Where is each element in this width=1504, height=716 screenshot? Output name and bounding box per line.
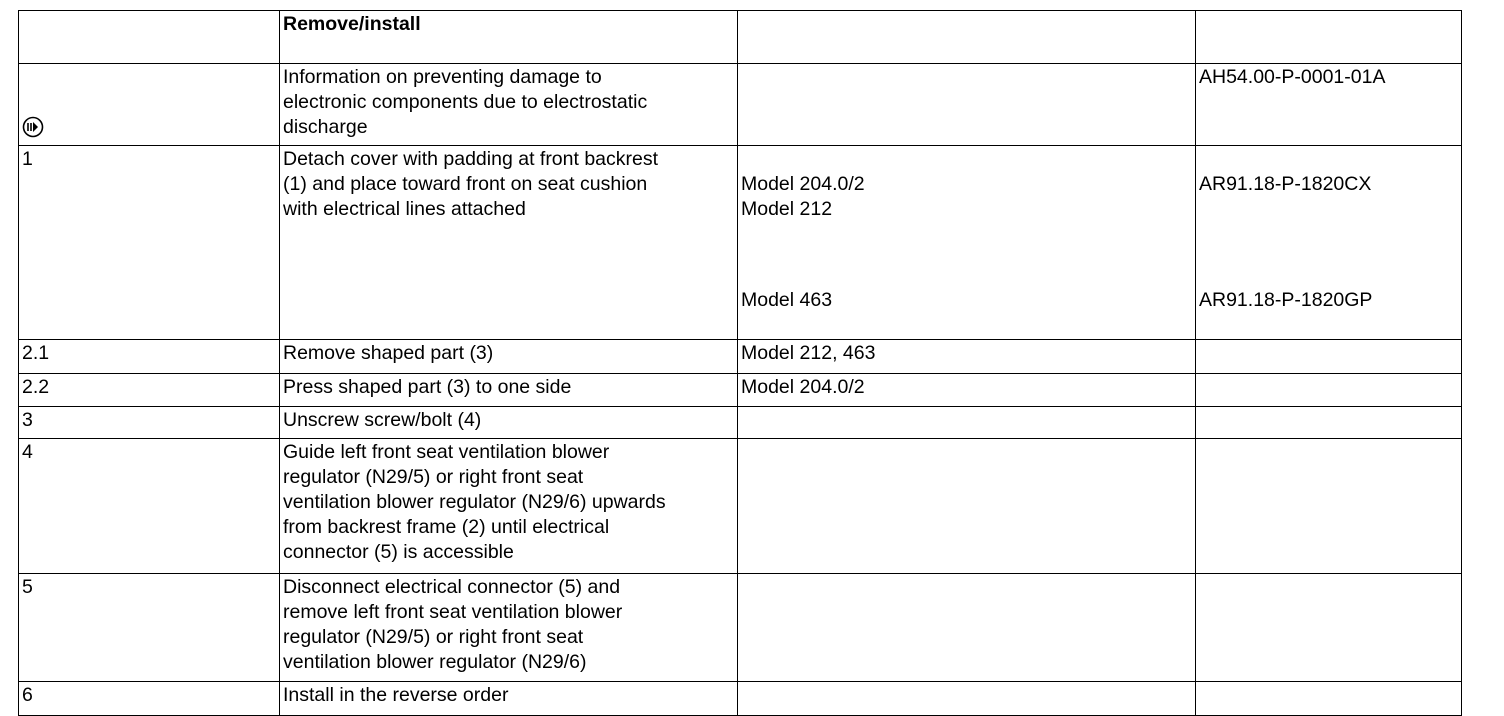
table-row <box>19 340 1462 374</box>
reference-link[interactable]: AR91.18-P-1820CX <box>1199 173 1372 195</box>
step-description: Guide left front seat ventilation blower regulator (N29/5) or right front seat ventilation blower regulator (N29/6) upwards from backrest frame (2) until electrical connector (5) is accessible <box>280 439 738 574</box>
step-number: 5 <box>19 574 280 682</box>
step-cell <box>19 64 280 146</box>
table-row <box>19 146 1462 340</box>
model-text: Model 204.0/2 Model 212 <box>741 173 865 220</box>
step-description: Press shaped part (3) to one side <box>280 374 738 407</box>
header-icon-cell <box>19 11 280 64</box>
table-row <box>19 574 1462 682</box>
step-description: Detach cover with padding at front backrest (1) and place toward front on seat cushion with electrical lines attached <box>280 146 738 340</box>
table-row <box>19 64 1462 146</box>
model-cell <box>738 146 1196 340</box>
step-description: Unscrew screw/bolt (4) <box>280 407 738 439</box>
collapse-icon[interactable] <box>48 38 70 60</box>
table-row <box>19 374 1462 407</box>
step-number: 4 <box>19 439 280 574</box>
reference-link[interactable]: AH54.00-P-0001-01A <box>1196 64 1462 146</box>
step-description: Disconnect electrical connector (5) and remove left front seat ventilation blower regulator (N29/5) or right front seat ventilation blower regulator (N29/6) <box>280 574 738 682</box>
table-row <box>19 407 1462 439</box>
step-number: 3 <box>19 407 280 439</box>
model-text: Model 212, 463 <box>738 340 1196 374</box>
reference-cell <box>1196 439 1462 574</box>
table-row <box>19 682 1462 716</box>
step-description: Install in the reverse order <box>280 682 738 716</box>
model-cell <box>738 439 1196 574</box>
step-description: Remove shaped part (3) <box>280 340 738 374</box>
model-text: Model 204.0/2 <box>738 374 1196 407</box>
procedure-table <box>18 10 1462 716</box>
reference-cell <box>1196 340 1462 374</box>
model-cell <box>738 574 1196 682</box>
header-empty-cell <box>738 11 1196 64</box>
reference-cell <box>1196 146 1462 340</box>
section-title: Remove/install <box>280 11 738 64</box>
step-number: 2.1 <box>19 340 280 374</box>
spacer <box>1199 222 1458 263</box>
step-number: 1 <box>19 146 280 340</box>
reference-cell <box>1196 574 1462 682</box>
esd-warning-icon <box>22 91 44 113</box>
step-description: Information on preventing damage to electronic components due to electrostatic discharge <box>280 64 738 146</box>
table-row <box>19 439 1462 574</box>
reference-cell <box>1196 407 1462 439</box>
header-empty-cell <box>1196 11 1462 64</box>
model-cell <box>738 682 1196 716</box>
model-cell <box>738 64 1196 146</box>
reference-link[interactable]: AR91.18-P-1820GP <box>1199 289 1373 311</box>
spacer <box>741 247 1192 263</box>
step-number: 6 <box>19 682 280 716</box>
reference-cell <box>1196 374 1462 407</box>
model-text: Model 463 <box>741 289 833 311</box>
table-header-row <box>19 11 1462 64</box>
reference-cell <box>1196 682 1462 716</box>
model-cell <box>738 407 1196 439</box>
expand-icon[interactable] <box>22 38 44 60</box>
step-number: 2.2 <box>19 374 280 407</box>
